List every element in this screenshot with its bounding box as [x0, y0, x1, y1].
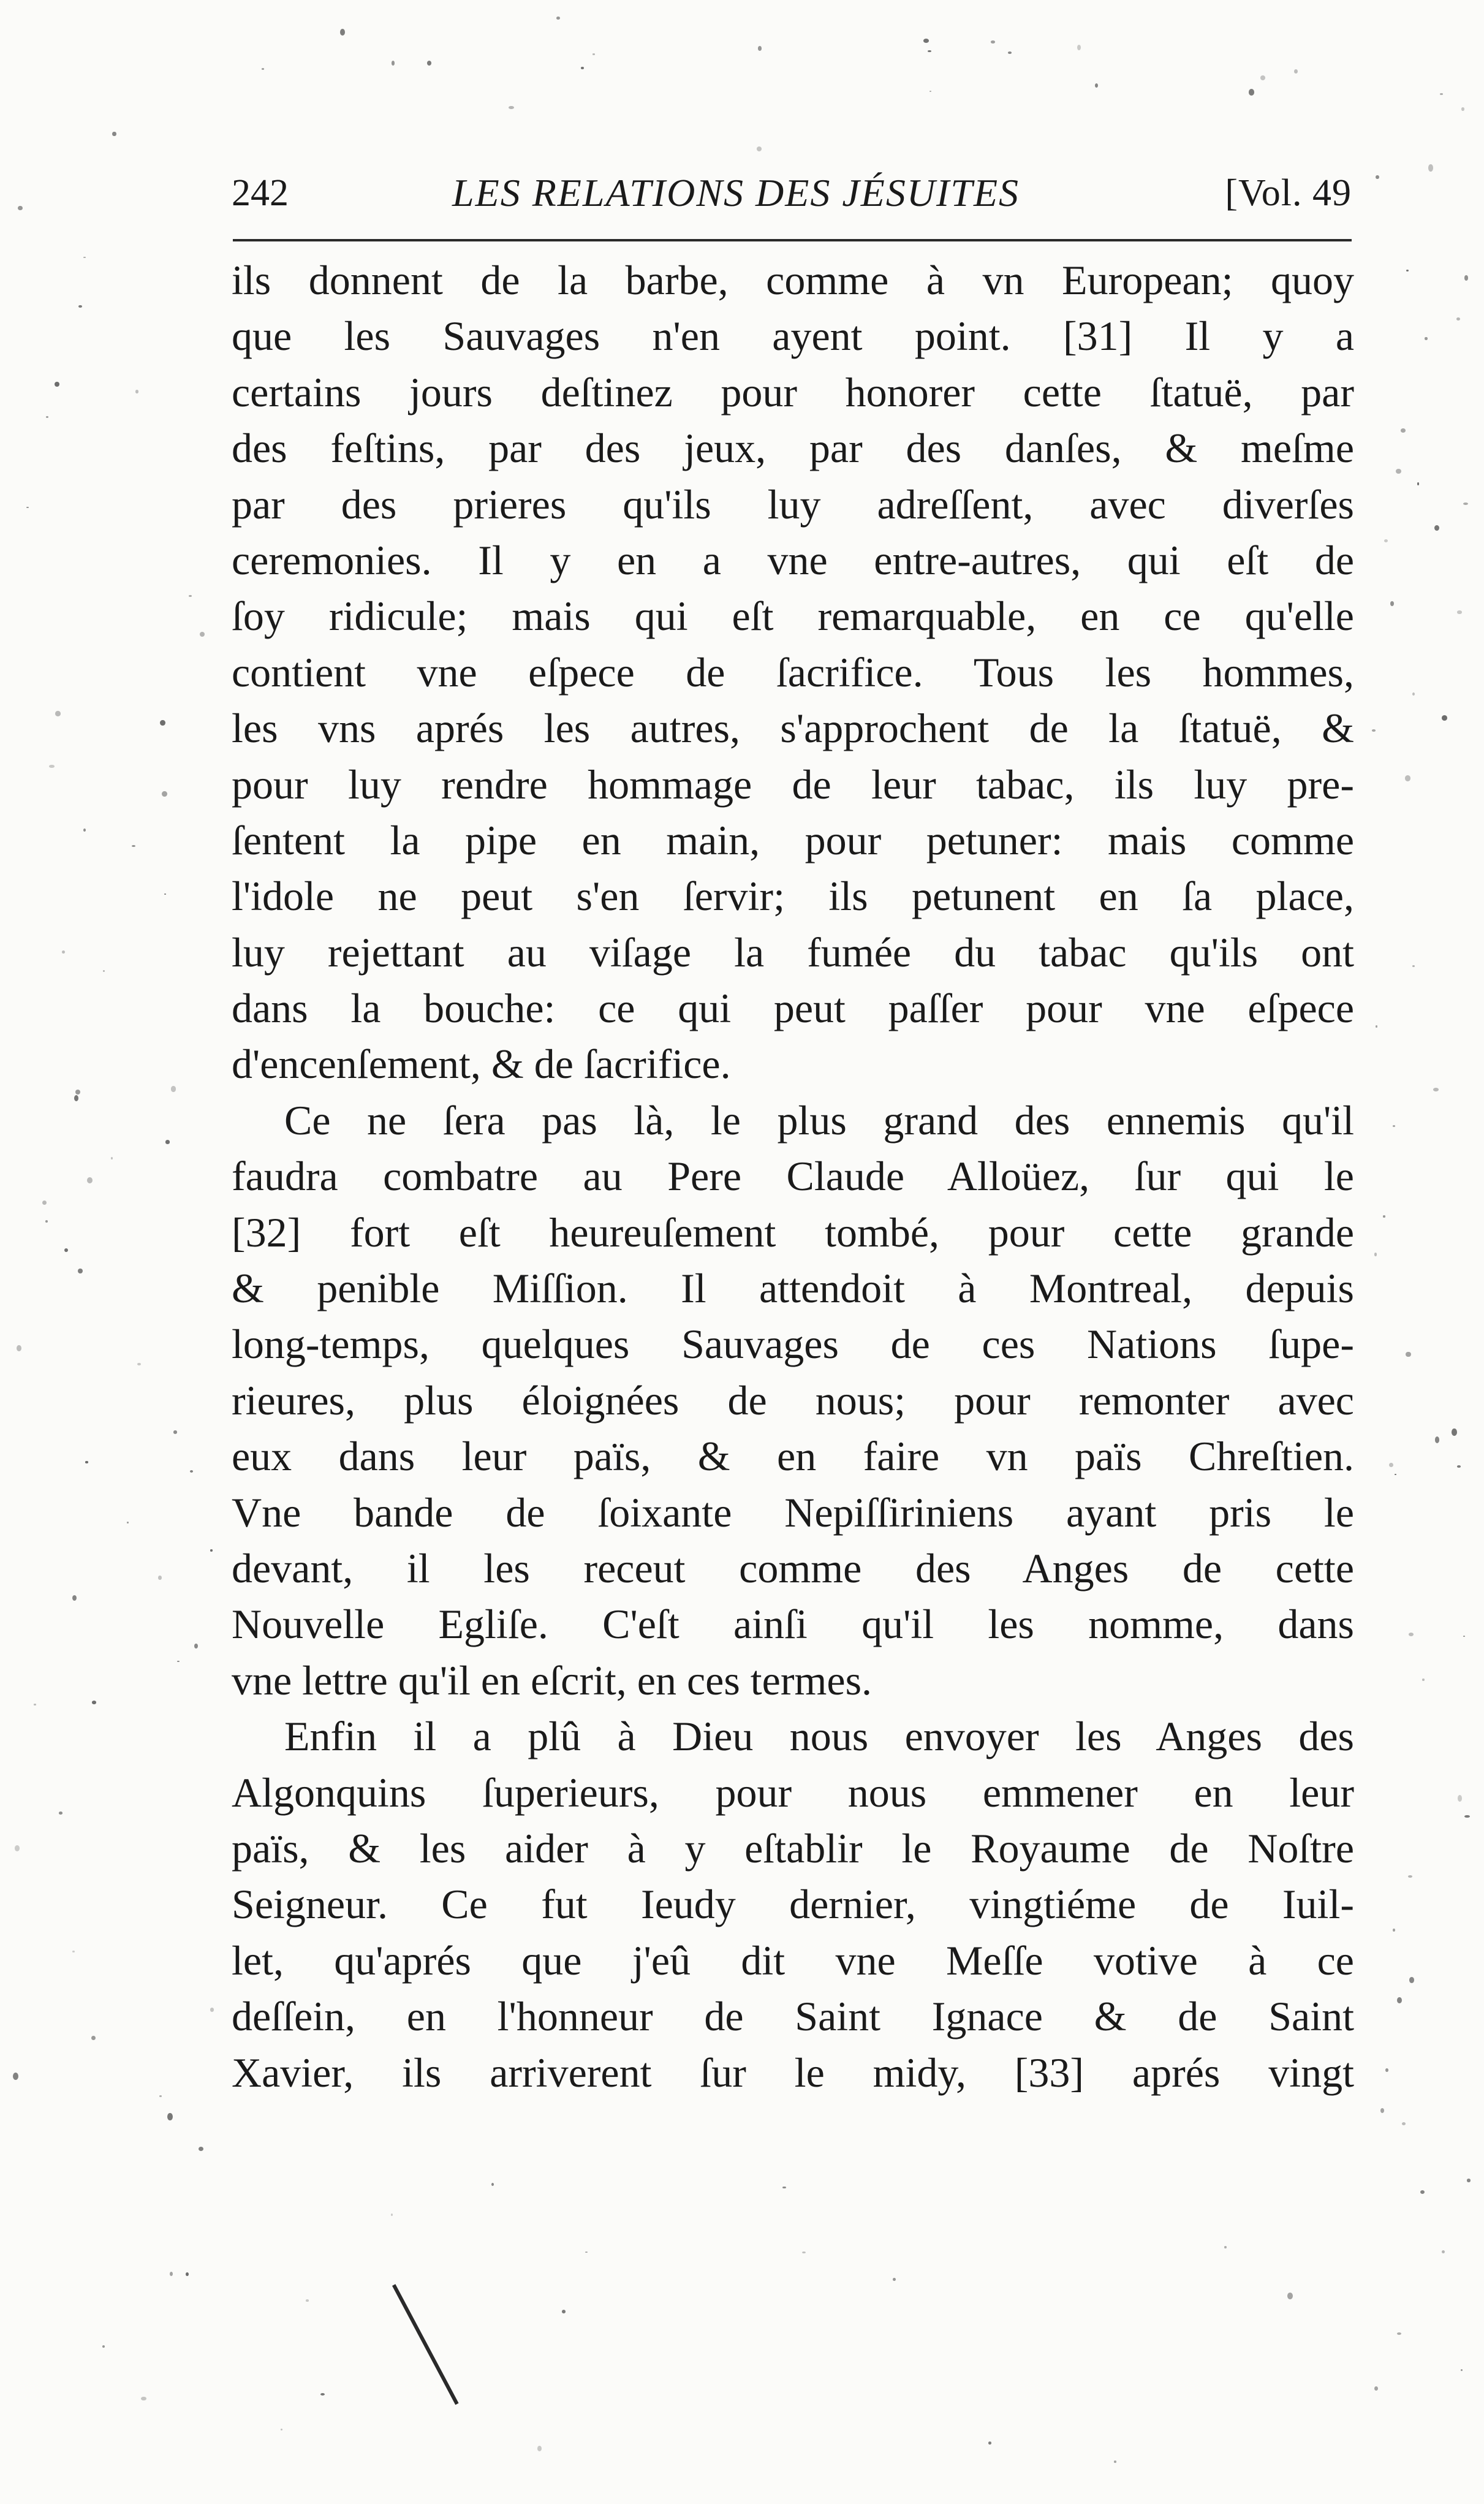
paragraph — [232, 252, 1354, 1093]
paper-speck — [194, 1644, 198, 1648]
paper-speck — [64, 1248, 68, 1252]
paper-speck — [1425, 337, 1427, 340]
paper-speck — [135, 390, 138, 393]
paper-speck — [1385, 2068, 1388, 2072]
paper-speck — [1389, 1463, 1393, 1467]
header-rule — [233, 239, 1352, 241]
paper-speck — [170, 2272, 173, 2276]
paper-speck — [87, 1177, 93, 1183]
paper-speck — [1434, 525, 1439, 531]
text-line: Seigneur. Ce fut Ieudy dernier, vingtiéme de Iuil- — [232, 1881, 1354, 1928]
paper-speck — [1408, 1875, 1412, 1878]
text-line: Enfin il a plû à Dieu nous envoyer les Anges des — [284, 1713, 1354, 1760]
paper-speck — [1406, 1352, 1410, 1357]
paper-speck — [26, 507, 29, 509]
paper-speck — [1457, 610, 1462, 613]
paper-speck — [281, 2429, 282, 2430]
paper-speck — [200, 632, 205, 637]
paper-speck — [585, 2252, 588, 2253]
paper-speck — [556, 17, 560, 20]
paper-speck — [320, 2393, 325, 2396]
paper-speck — [1402, 2122, 1406, 2125]
text-line: par des prieres qu'ils luy adreſſent, avec diverſes — [232, 480, 1354, 528]
paper-speck — [1393, 1125, 1395, 1128]
paper-speck — [1461, 2369, 1463, 2371]
paper-speck — [171, 1086, 175, 1091]
paper-speck — [1442, 2250, 1445, 2253]
paper-speck — [1409, 1977, 1414, 1983]
paper-speck — [1452, 1428, 1457, 1436]
paper-speck — [1396, 469, 1401, 474]
paper-speck — [1409, 1633, 1414, 1636]
page-number: 242 — [232, 172, 289, 214]
paper-speck — [1224, 2246, 1227, 2249]
paper-speck — [1458, 1795, 1462, 1802]
text-line: l'idole ne peut s'en ſervir; ils petunent en ſa place, — [232, 873, 1354, 920]
paper-speck — [262, 68, 265, 69]
paper-speck — [1380, 2108, 1384, 2113]
paper-speck — [306, 2299, 308, 2302]
paper-speck — [1260, 75, 1265, 80]
text-line: les vns aprés les autres, s'approchent de la ſtatuë, & — [232, 705, 1354, 752]
running-head — [232, 161, 1352, 222]
paper-speck — [127, 1522, 129, 1523]
paper-speck — [391, 2214, 393, 2216]
text-line: vne lettre qu'il en eſcrit, en ces termes. — [232, 1656, 873, 1704]
text-line: devant, il les receut comme des Anges de cette — [232, 1544, 1354, 1592]
paper-speck — [537, 2446, 542, 2451]
paper-speck — [1405, 775, 1410, 781]
paragraph — [232, 1093, 1354, 1709]
paper-speck — [1077, 45, 1081, 50]
paper-speck — [92, 1701, 96, 1704]
paper-speck — [1412, 965, 1415, 967]
paper-speck — [13, 2073, 18, 2080]
paper-speck — [340, 29, 345, 36]
paper-speck — [1376, 175, 1379, 179]
paper-speck — [1376, 1025, 1378, 1028]
text-line: eux dans leur païs, & en faire vn païs Chreſtien. — [232, 1433, 1354, 1480]
paper-speck — [1440, 93, 1442, 95]
paper-speck — [78, 1269, 83, 1273]
paper-speck — [72, 1951, 75, 1952]
paper-speck — [75, 1090, 80, 1095]
paper-speck — [162, 791, 167, 797]
paper-speck — [509, 106, 514, 109]
paper-speck — [112, 132, 116, 137]
text-line: ſoy ridicule; mais qui eſt remarquable, en ce qu'elle — [232, 593, 1354, 640]
paper-speck — [988, 2441, 991, 2445]
text-line: dans la bouche: ce qui peut paſſer pour vne eſpece — [232, 985, 1354, 1032]
paper-speck — [1395, 1474, 1396, 1475]
paper-speck — [186, 2272, 189, 2276]
paper-speck — [1294, 69, 1298, 74]
paper-speck — [165, 1140, 170, 1144]
paper-speck — [102, 2345, 105, 2348]
volume-label: [Vol. 49 — [1225, 172, 1352, 214]
paper-speck — [210, 2008, 214, 2012]
text-line: Ce ne ſera pas là, le plus grand des ennemis qu'il — [284, 1096, 1354, 1144]
paper-speck — [1393, 1929, 1396, 1932]
paper-speck — [59, 1812, 62, 1814]
paper-speck — [18, 206, 22, 210]
paper-speck — [1095, 83, 1099, 88]
paper-speck — [55, 382, 59, 387]
paper-speck — [1428, 164, 1433, 172]
text-line: certains jours deſtinez pour honorer cette ſtatuë, par — [232, 368, 1354, 415]
paper-speck — [1464, 275, 1469, 281]
paper-speck — [1397, 2332, 1402, 2335]
paper-speck — [177, 1661, 179, 1662]
paper-speck — [1390, 601, 1394, 606]
paper-speck — [91, 2036, 96, 2041]
paper-speck — [1442, 715, 1447, 721]
paper-speck — [1374, 2386, 1378, 2391]
text-line: ils donnent de la barbe, comme à vn European; quoy — [232, 257, 1354, 303]
text-line: & penible Miſſion. Il attendoit à Montreal, depuis — [232, 1265, 1354, 1312]
paper-speck — [427, 61, 431, 66]
paper-speck — [173, 1430, 178, 1434]
paper-speck — [15, 1845, 20, 1851]
text-line: Algonquins ſuperieurs, pour nous emmener en leur — [232, 1769, 1354, 1816]
paragraph — [232, 1709, 1354, 2101]
paper-speck — [928, 50, 931, 52]
paper-speck — [782, 2187, 786, 2189]
paper-speck — [74, 1095, 78, 1101]
paper-speck — [158, 1576, 161, 1580]
text-line: deſſein, en l'honneur de Saint Ignace & de Saint — [232, 1993, 1354, 2040]
paper-speck — [1463, 503, 1468, 505]
paper-speck — [46, 416, 48, 418]
body-text — [232, 252, 1354, 2101]
text-line: Vne bande de ſoixante Nepiſſiriniens ayant pris le — [232, 1489, 1354, 1536]
paper-speck — [210, 1549, 213, 1551]
text-line: Xavier, ils arriverent ſur le midy, [33] aprés vingt — [232, 2049, 1354, 2096]
paper-speck — [189, 595, 192, 598]
text-line: païs, & les aider à y eſtablir le Royaume de Noſtre — [232, 1824, 1354, 1872]
text-line: rieures, plus éloignées de nous; pour remonter avec — [232, 1376, 1354, 1424]
paper-speck — [1383, 1215, 1386, 1218]
paper-speck — [1422, 1679, 1425, 1681]
paper-speck — [757, 146, 762, 151]
text-line: des feſtins, par des jeux, par des danſes, & meſme — [232, 425, 1354, 472]
paper-speck — [1464, 1815, 1470, 1818]
paper-speck — [34, 1704, 36, 1705]
paper-speck — [72, 1595, 77, 1601]
paper-speck — [167, 2113, 173, 2121]
paper-speck — [1412, 692, 1415, 696]
paper-speck — [1008, 51, 1012, 54]
paper-speck — [1397, 1997, 1402, 2003]
paper-speck — [1406, 270, 1409, 271]
paper-speck — [141, 2397, 146, 2401]
paper-speck — [1461, 107, 1464, 110]
text-line: ſentent la pipe en main, pour petuner: mais comme — [232, 816, 1354, 863]
paper-speck — [1467, 2179, 1470, 2182]
paper-speck — [62, 950, 65, 954]
paper-speck — [190, 1470, 193, 1473]
paper-speck — [42, 1201, 47, 1205]
text-line: d'encenſement, & de ſacrifice. — [232, 1041, 731, 1088]
paper-speck — [160, 720, 165, 726]
text-line: faudra combatre au Pere Claude Alloüez, ſur qui le — [232, 1153, 1354, 1200]
paper-speck — [1463, 1636, 1465, 1637]
paper-speck — [1417, 482, 1419, 485]
paper-speck — [592, 53, 595, 55]
paper-speck — [1374, 1253, 1377, 1256]
paper-speck — [83, 257, 86, 258]
running-title: LES RELATIONS DES JÉSUITES — [452, 171, 1020, 214]
paper-speck — [17, 1345, 21, 1352]
paper-speck — [923, 39, 929, 42]
paper-speck — [159, 2095, 161, 2097]
paper-speck — [78, 305, 81, 308]
pen-stroke-mark — [392, 2284, 459, 2405]
paper-speck — [1384, 539, 1388, 542]
paper-speck — [491, 2183, 494, 2186]
paper-speck — [49, 765, 55, 768]
paper-speck — [111, 1157, 113, 1159]
text-line: ceremonies. Il y en a vne entre-autres, qui eſt de — [232, 536, 1354, 583]
paper-speck — [83, 829, 86, 832]
paper-speck — [137, 1363, 141, 1366]
paper-speck — [1433, 1088, 1439, 1091]
paper-speck — [132, 845, 135, 848]
paper-speck — [758, 46, 762, 50]
paper-speck — [893, 2278, 896, 2281]
paper-speck — [1456, 317, 1460, 321]
paper-speck — [1435, 1436, 1440, 1443]
text-line: let, qu'aprés que j'eû dit vne Meſſe votive à ce — [232, 1937, 1354, 1984]
paper-speck — [1457, 1465, 1461, 1468]
paper-speck — [55, 711, 61, 716]
paper-speck — [85, 1461, 89, 1463]
paper-speck — [929, 91, 931, 93]
text-line: Nouvelle Egliſe. C'eſt ainſi qu'il les nomme, dans — [232, 1601, 1354, 1648]
paper-speck — [1287, 2293, 1293, 2299]
paper-speck — [1372, 729, 1376, 731]
text-line: pour luy rendre hommage de leur tabac, ils luy pre- — [232, 761, 1354, 808]
paper-speck — [103, 970, 105, 973]
paper-speck — [1401, 428, 1406, 433]
paper-speck — [991, 40, 995, 43]
paper-speck — [164, 893, 166, 895]
paper-speck — [802, 2252, 806, 2253]
paper-speck — [562, 2310, 566, 2313]
text-line: [32] fort eſt heureuſement tombé, pour cette grande — [232, 1208, 1354, 1256]
paper-speck — [581, 67, 583, 69]
paper-speck — [392, 61, 395, 66]
paper-speck — [1249, 89, 1254, 95]
paper-speck — [45, 1220, 48, 1223]
text-line: luy rejettant au viſage la fumée du tabac qu'ils ont — [232, 928, 1354, 976]
text-line: contient vne eſpece de ſacrifice. Tous les hommes, — [232, 648, 1354, 696]
paper-speck — [1420, 2190, 1425, 2194]
text-line: que les Sauvages n'en ayent point. [31] Il y a — [232, 313, 1354, 360]
text-line: long-temps, quelques Sauvages de ces Nations ſupe- — [232, 1321, 1354, 1368]
paper-speck — [1114, 2460, 1116, 2463]
paper-speck — [199, 2147, 203, 2151]
